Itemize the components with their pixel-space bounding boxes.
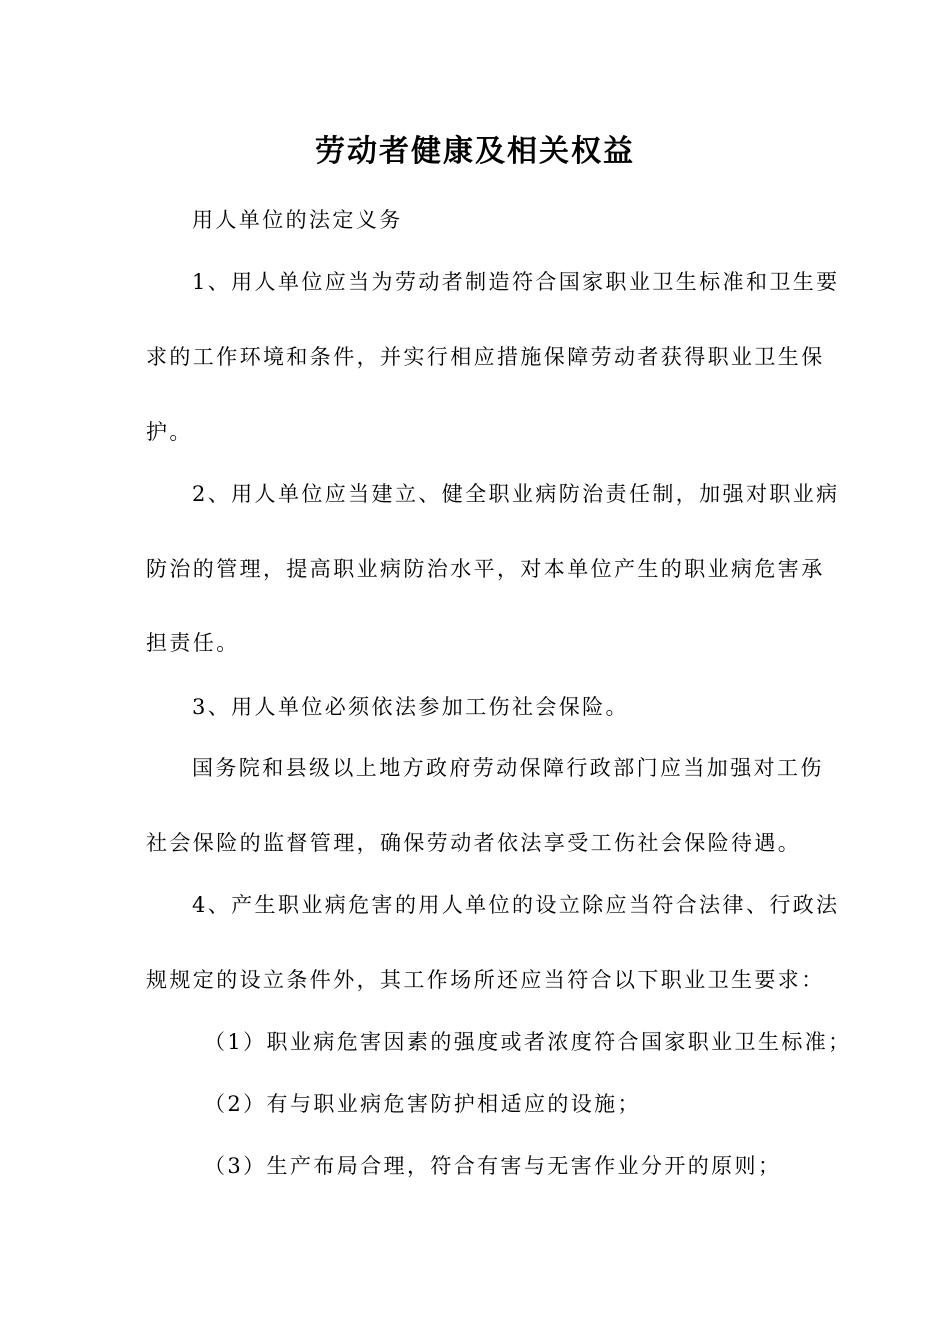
- paragraph-line: 2、用人单位应当建立、健全职业病防治责任制，加强对职业病: [192, 482, 840, 506]
- paragraph-line: 1、用人单位应当为劳动者制造符合国家职业卫生标准和卫生要: [192, 270, 840, 294]
- list-item: （2）有与职业病危害防护相适应的设施；: [204, 1092, 641, 1116]
- list-item: （3）生产布局合理，符合有害与无害作业分开的原则；: [204, 1154, 782, 1178]
- paragraph-line: 求的工作环境和条件，并实行相应措施保障劳动者获得职业卫生保: [146, 345, 825, 369]
- paragraph-line: 3、用人单位必须依法参加工伤社会保险。: [192, 695, 629, 719]
- page-title: 劳动者健康及相关权益: [315, 134, 635, 169]
- paragraph-line: 社会保险的监督管理，确保劳动者依法享受工伤社会保险待遇。: [146, 831, 802, 855]
- paragraph-line: 4、产生职业病危害的用人单位的设立除应当符合法律、行政法: [192, 893, 840, 917]
- paragraph-line: 国务院和县级以上地方政府劳动保障行政部门应当加强对工伤: [192, 756, 824, 780]
- section-heading: 用人单位的法定义务: [192, 208, 403, 232]
- paragraph-line: 防治的管理，提高职业病防治水平，对本单位产生的职业病危害承: [146, 557, 825, 581]
- list-item: （1）职业病危害因素的强度或者浓度符合国家职业卫生标准；: [204, 1030, 852, 1054]
- paragraph-line: 规规定的设立条件外，其工作场所还应当符合以下职业卫生要求：: [146, 968, 825, 992]
- paragraph-line: 护。: [146, 420, 193, 444]
- paragraph-line: 担责任。: [146, 631, 240, 655]
